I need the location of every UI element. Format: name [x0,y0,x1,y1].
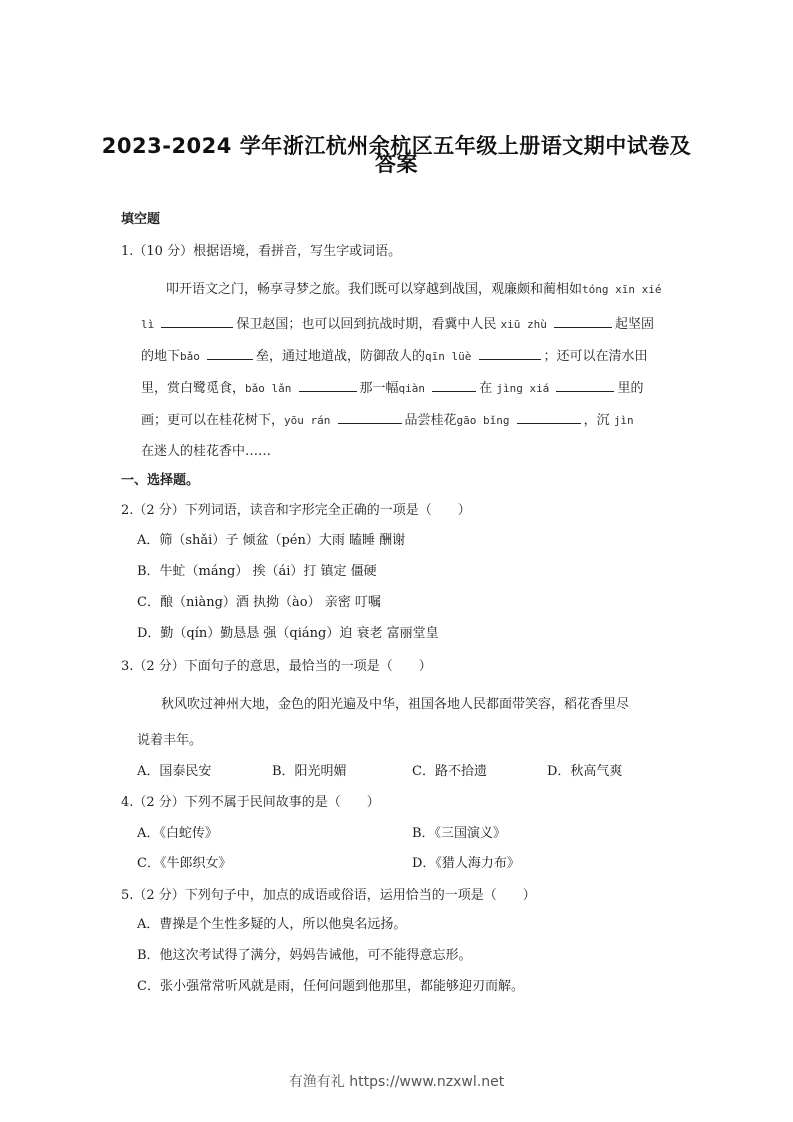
question-3-passage-line-1: 秋风吹过神州大地，金色的阳光遍及中华，祖国各地人民都面带笑容，稻花香里尽 [161,697,630,712]
answer-blank[interactable] [479,347,541,360]
passage-text: 起坚固 [615,317,655,332]
question-3-passage-line-2: 说着丰年。 [137,733,203,748]
section-heading-fill-blank: 填空题 [121,212,161,227]
passage-text: 品尝桂花 [404,413,457,428]
question-2-option-d[interactable]: D．勤（qín）勤恳恳 强（qiáng）迫 衰老 富丽堂皇 [137,626,439,641]
question-4-option-b[interactable]: B．《三国演义》 [412,826,507,841]
passage-text: 里，赏白鹭觅食， [141,381,246,396]
question-5-option-b[interactable]: B．他这次考试得了满分，妈妈告诫他，可不能得意忘形。 [137,948,472,963]
pinyin-prompt: qīn lüè [425,350,472,363]
question-1-line-2 [141,313,654,332]
question-4-stem: 4.（2 分）下列不属于民间故事的是（ ） [121,795,380,810]
passage-text: ，沉 [583,413,610,428]
passage-text: 叩开语文之门，畅享寻梦之旅。我们既可以穿越到战国，观廉颇和蔺相如 [166,282,583,297]
question-3-stem: 3.（2 分）下面句子的意思，最恰当的一项是（ ） [121,659,432,674]
answer-blank[interactable] [207,347,253,360]
question-4-option-a[interactable]: A．《白蛇传》 [137,826,218,841]
answer-blank[interactable] [161,315,233,328]
watermark-footer: 有渔有礼 https://www.nzxwl.net [288,1074,505,1090]
question-1-line-1 [166,278,662,297]
question-1-line-6: 在迷人的桂花香中…… [141,444,272,459]
pinyin-prompt: xiū zhù [500,318,547,331]
answer-blank[interactable] [338,411,402,424]
answer-blank[interactable] [556,379,614,392]
answer-blank[interactable] [554,315,612,328]
question-2-option-c[interactable]: C．酿（niàng）酒 执拗（ào） 亲密 叮嘱 [137,595,381,610]
passage-text: 保卫赵国；也可以回到抗战时期，看冀中人民 [236,317,497,332]
pinyin-prompt: gāo bǐng [456,414,510,427]
passage-text: 里的 [617,381,644,396]
pinyin-prompt: bǎo [180,350,200,363]
pinyin-prompt: bǎo lǎn [245,382,292,395]
question-3-option-c[interactable]: C．路不拾遗 [412,764,487,779]
question-5-option-a[interactable]: A．曹操是个生性多疑的人，所以他臭名远扬。 [137,917,407,932]
pinyin-prompt: yōu rán [284,414,331,427]
question-1-line-3 [141,345,648,364]
answer-blank[interactable] [432,379,476,392]
question-3-option-a[interactable]: A．国泰民安 [137,764,212,779]
pinyin-prompt: lì [141,318,155,331]
passage-text: 那一幅 [359,381,399,396]
passage-text: ；还可以在清水田 [543,349,648,364]
question-4-option-d[interactable]: D．《猎人海力布》 [412,856,520,871]
question-1-line-4 [141,377,643,396]
answer-blank[interactable] [299,379,357,392]
page-title-line2: 答案 [375,152,418,176]
answer-blank[interactable] [517,411,581,424]
question-1-line-5 [141,409,634,428]
question-2-option-b[interactable]: B．牛虻（máng） 挨（ái）打 镇定 僵硬 [137,564,377,579]
section-heading-choice: 一、选择题。 [121,473,200,488]
question-2-option-a[interactable]: A．筛（shǎi）子 倾盆（pén）大雨 瞌睡 酬谢 [137,533,406,548]
passage-text: 画；更可以在桂花树下， [141,413,285,428]
question-3-option-b[interactable]: B．阳光明媚 [272,764,347,779]
pinyin-prompt: jìng xiá [496,382,550,395]
passage-text: 的地下 [141,349,181,364]
pinyin-prompt: tóng xīn xié [582,283,662,296]
question-4-option-c[interactable]: C．《牛郎织女》 [137,856,232,871]
pinyin-prompt: jìn [613,414,634,427]
question-5-option-c[interactable]: C．张小强常常听风就是雨，任何问题到他那里，都能够迎刃而解。 [137,979,524,994]
question-1-stem: 1.（10 分）根据语境，看拼音，写生字或词语。 [121,244,402,259]
page-title: 2023-2024 学年浙江杭州余杭区五年级上册语文期中试卷及 [101,134,692,158]
passage-text: 垒，通过地道战，防御敌人的 [256,349,426,364]
question-2-stem: 2.（2 分）下列词语，读音和字形完全正确的一项是（ ） [121,503,471,518]
question-3-option-d[interactable]: D．秋高气爽 [547,764,623,779]
passage-text: 在 [479,381,493,396]
pinyin-prompt: qiàn [398,382,426,395]
question-5-stem: 5.（2 分）下列句子中，加点的成语或俗语，运用恰当的一项是（ ） [121,888,536,903]
